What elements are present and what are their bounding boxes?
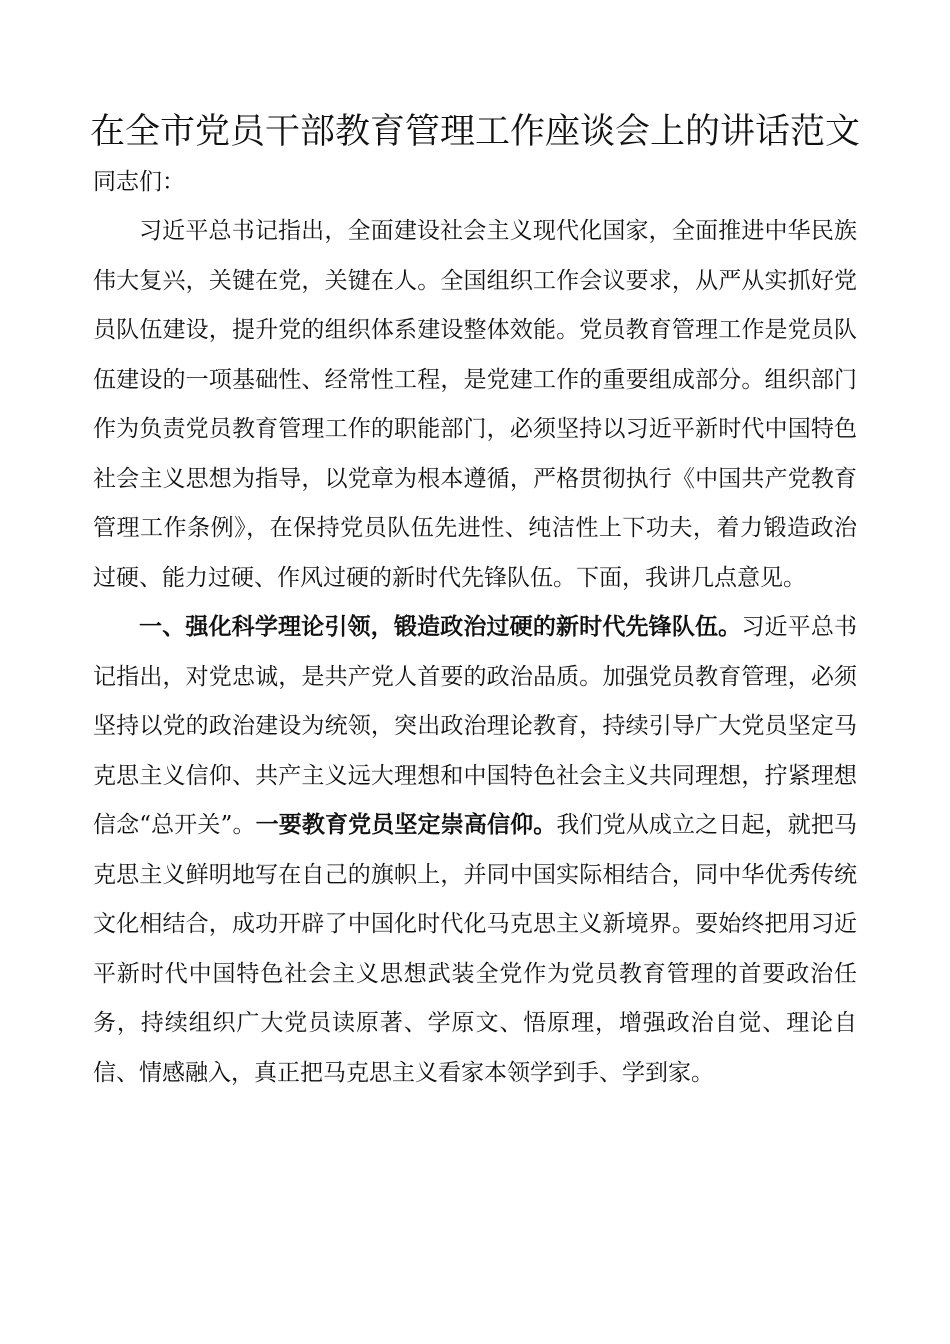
salutation: 同志们： bbox=[93, 169, 185, 195]
section-1-text-2: 我们党从成立之日起，就把马克思主义鲜明地写在自己的旗帜上，并同中国实际相结合，同中华优秀传统文化相结合，成功开辟了中国化时代化马克思主义新境界。要始终把用习近平新时代中国特色社会主义思想武装全党作为党员教育管理的首要政治任务，持续组织广大党员读原著、学原文、悟原理，增强政治自觉、理论自信、情感融入，真正把马克思主义看家本领学到手、学到家。 bbox=[93, 812, 858, 1086]
section-1-heading: 一、强化科学理论引领，锻造政治过硬的新时代先锋队伍。 bbox=[139, 614, 742, 640]
section-1-subheading: 一要教育党员坚定崇高信仰。 bbox=[255, 812, 557, 838]
section-1-paragraph bbox=[93, 603, 857, 1098]
document-page bbox=[89, 108, 860, 1098]
document-title: 在全市党员干部教育管理工作座谈会上的讲话范文 bbox=[89, 112, 860, 152]
section-1-text-1: 习近平总书记指出，对党忠诚，是共产党人首要的政治品质。加强党员教育管理，必须坚持以党的政治建设为统领，突出政治理论教育，持续引导广大党员坚定马克思主义信仰、共产主义远大理想和中国特色社会主义共同理想，拧紧理想信念“总开关”。 bbox=[93, 614, 858, 838]
intro-paragraph: 习近平总书记指出，全面建设社会主义现代化国家，全面推进中华民族伟大复兴，关键在党，关键在人。全国组织工作会议要求，从严从实抓好党员队伍建设，提升党的组织体系建设整体效能。党员教育管理工作是党员队伍建设的一项基础性、经常性工程，是党建工作的重要组成部分。组织部门作为负责党员教育管理工作的职能部门，必须坚持以习近平新时代中国特色社会主义思想为指导，以党章为根本遵循，严格贯彻执行《中国共产党教育管理工作条例》，在保持党员队伍先进性、纯洁性上下功夫，着力锻造政治过硬、能力过硬、作风过硬的新时代先锋队伍。下面，我讲几点意见。 bbox=[93, 218, 857, 591]
